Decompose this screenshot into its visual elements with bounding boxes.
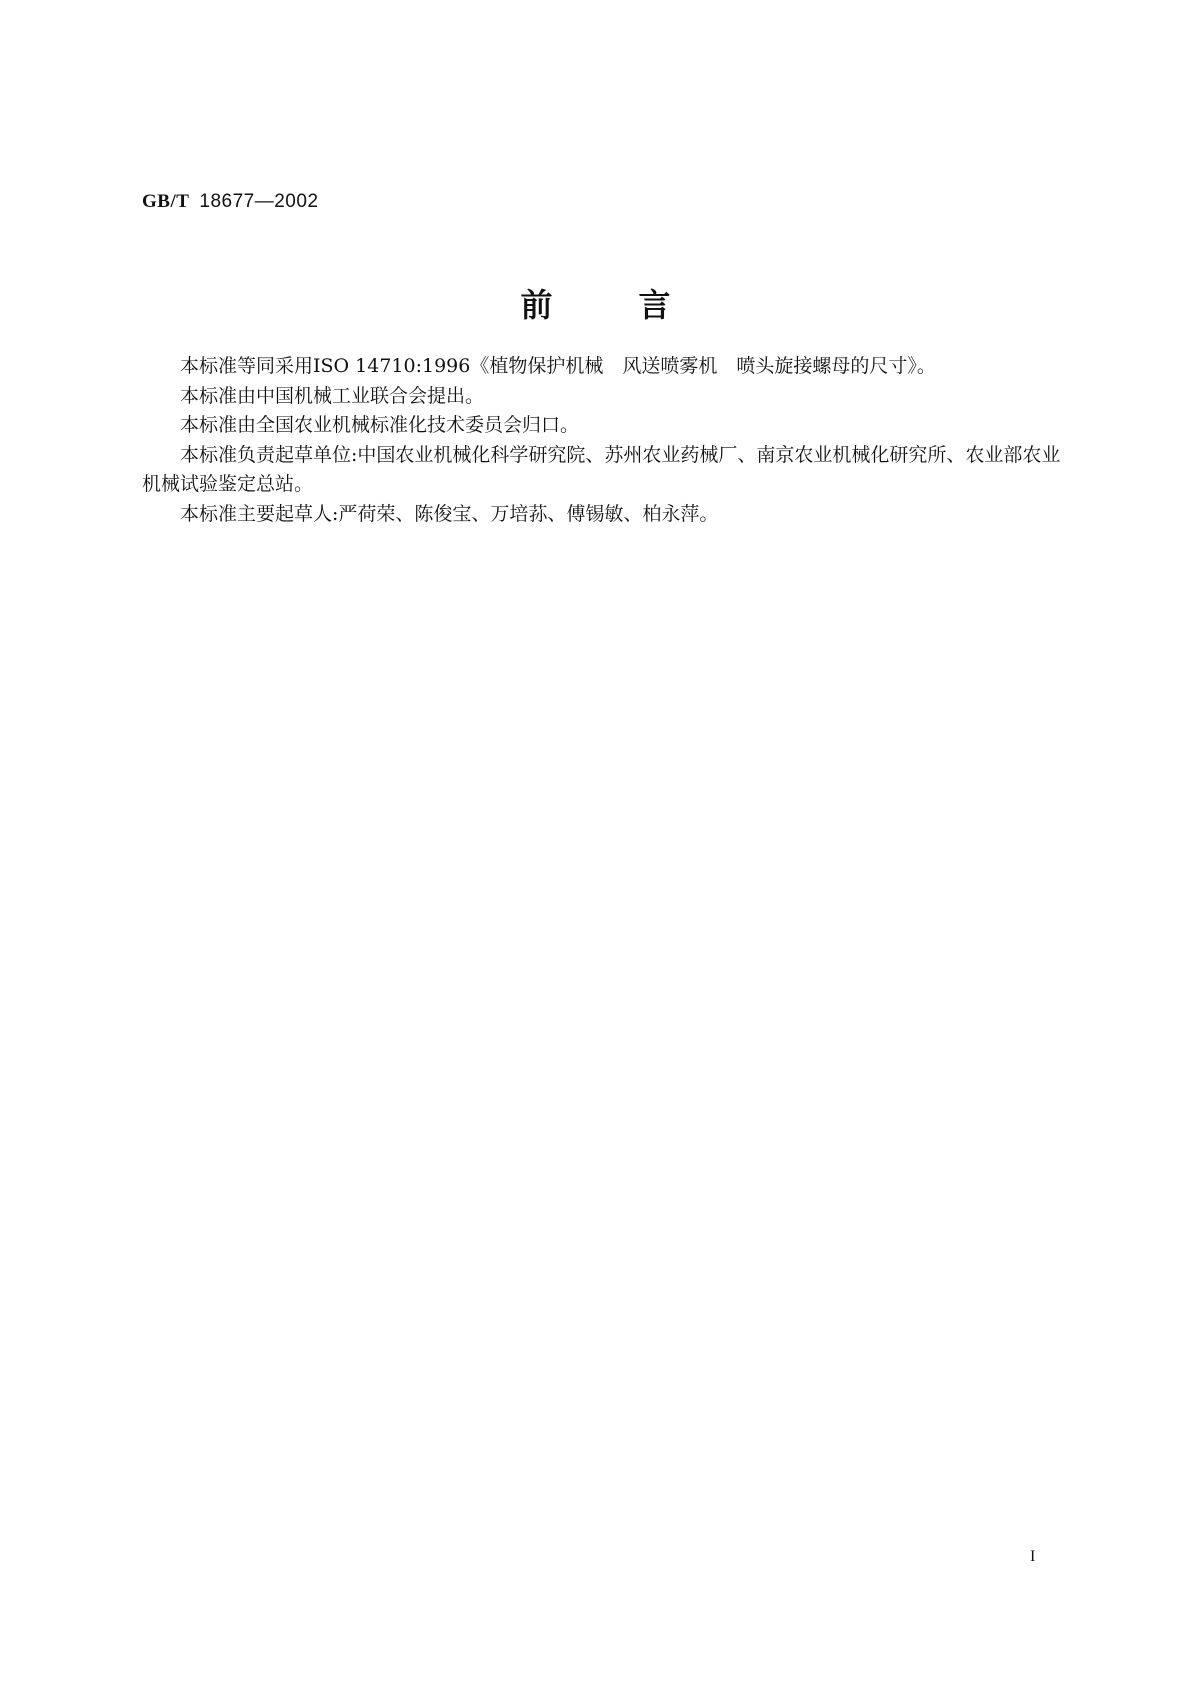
page-title: 前言 [520, 286, 757, 324]
paragraph-drafting-units: 本标准负责起草单位:中国农业机械化科学研究院、苏州农业药械厂、南京农业机械化研究所、农业部农业机械试验鉴定总站。 [142, 443, 1061, 495]
standard-code [142, 190, 319, 213]
foreword-body [142, 352, 1066, 529]
paragraph-committee: 本标准由全国农业机械标准化技术委员会归口。 [180, 414, 580, 436]
paragraph-proposer: 本标准由中国机械工业联合会提出。 [180, 384, 485, 407]
page-number: I [1030, 1548, 1036, 1565]
standard-code-prefix: GB/T [142, 191, 190, 212]
paragraph-adoption: 本标准等同采用ISO 14710:1996《植物保护机械 风送喷雾机 喷头旋接螺母的尺寸》。 [180, 355, 936, 377]
paragraph-drafters: 本标准主要起草人:严荷荣、陈俊宝、万培荪、傅锡敏、柏永萍。 [180, 502, 719, 525]
standard-code-number: 18677—2002 [199, 191, 319, 212]
